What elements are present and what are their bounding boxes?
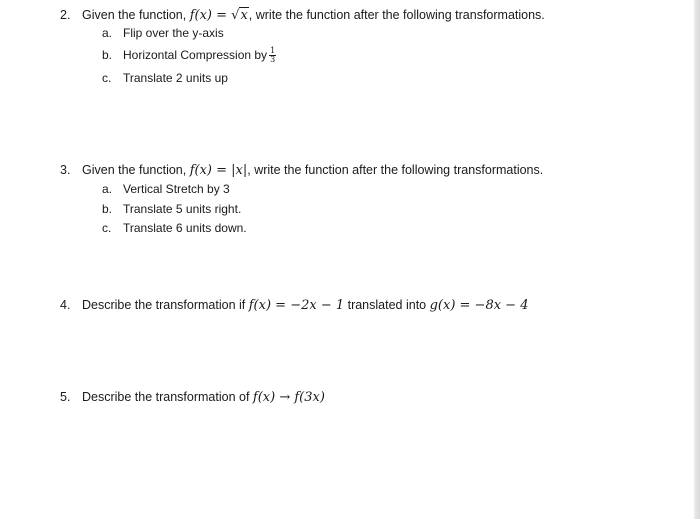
sub-item-letter: a. (102, 26, 113, 40)
question-4 (60, 297, 528, 314)
question-prefix: Given the function, (82, 8, 190, 22)
fraction (269, 47, 276, 64)
sub-item-text: Horizontal Compression by (123, 48, 268, 62)
sub-item-text: Vertical Stretch by 3 (123, 182, 230, 196)
sub-item-a (102, 25, 224, 41)
sub-item-text: Translate 6 units down. (123, 221, 247, 235)
sqrt-radicand: x (240, 8, 248, 23)
question-3 (60, 162, 543, 179)
question-prefix: Describe the transformation of (82, 390, 253, 404)
question-suffix: , write the function after the following transformations. (247, 163, 544, 177)
sub-item-letter: b. (102, 202, 113, 216)
sub-item-b (102, 47, 276, 64)
fraction-numerator: 1 (270, 46, 276, 56)
sub-item-a (102, 181, 230, 197)
question-prefix: Describe the transformation if (82, 298, 249, 312)
sub-item-text: Translate 5 units right. (123, 202, 242, 216)
question-number: 4. (60, 298, 71, 312)
sqrt-expression: √x (231, 8, 248, 23)
question-middle: translated into (344, 298, 430, 312)
sub-item-b (102, 201, 241, 217)
sub-item-text: Flip over the y-axis (123, 26, 224, 40)
sub-item-text: Translate 2 units up (123, 71, 228, 85)
question-2 (60, 7, 545, 24)
function-expression: f(x) = (189, 8, 232, 23)
function-expression-g: g(x) = −8x − 4 (429, 298, 529, 313)
question-number: 5. (60, 390, 71, 404)
sub-item-letter: c. (102, 71, 112, 85)
sub-item-letter: c. (102, 221, 112, 235)
question-number: 2. (60, 8, 71, 22)
sub-item-c (102, 220, 247, 236)
question-number: 3. (60, 163, 71, 177)
question-prefix: Given the function, (82, 163, 190, 177)
question-suffix: , write the function after the following transformations. (248, 8, 545, 22)
function-expression: f(x) → f(3x) (252, 390, 325, 405)
function-expression: f(x) = |x| (189, 163, 248, 178)
sub-item-letter: b. (102, 48, 113, 62)
sub-item-c (102, 70, 228, 86)
function-expression-f: f(x) = −2x − 1 (248, 298, 345, 313)
sub-item-letter: a. (102, 182, 113, 196)
fraction-denominator: 3 (270, 55, 276, 65)
question-5 (60, 389, 325, 406)
page-edge (694, 0, 700, 519)
